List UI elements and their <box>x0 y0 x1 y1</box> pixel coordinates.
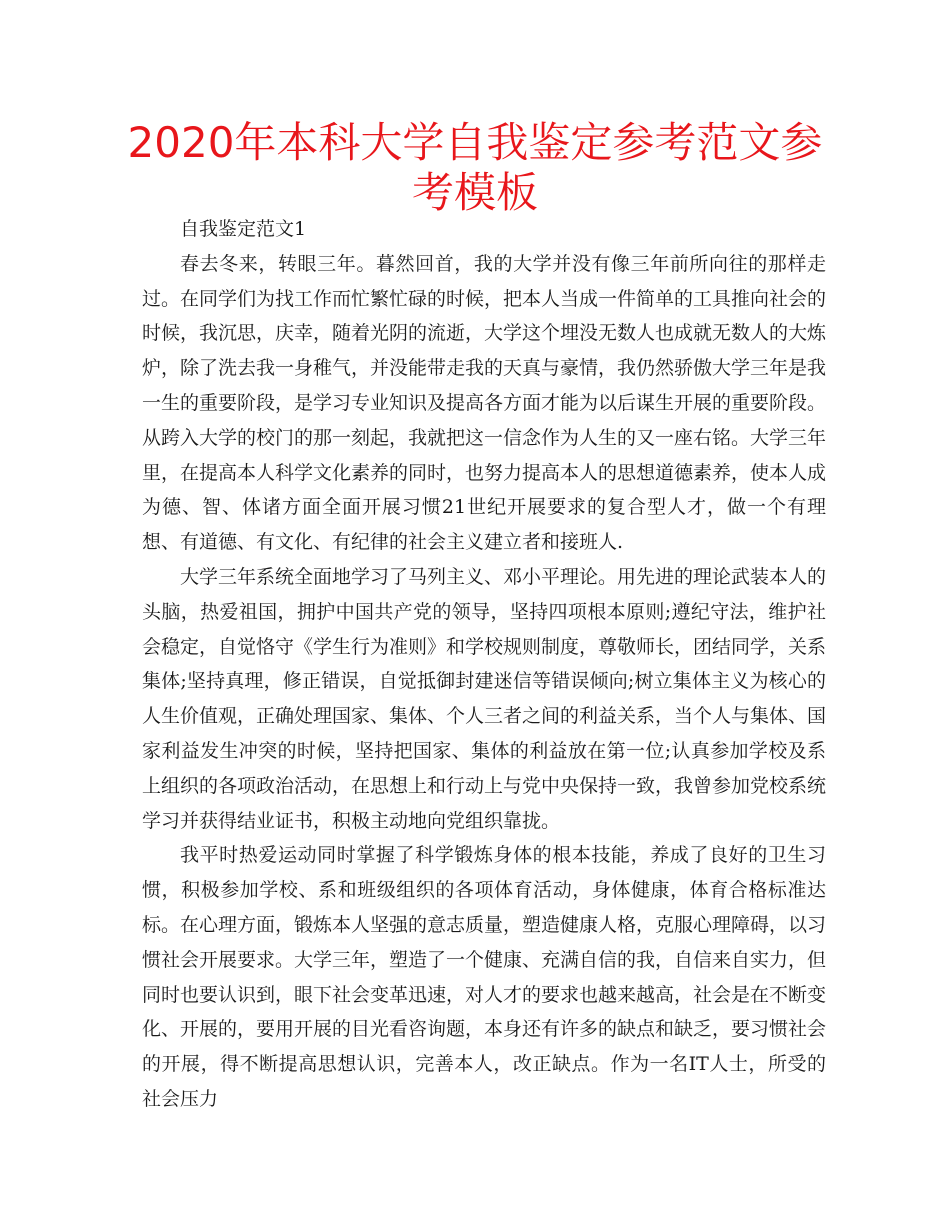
document-body <box>142 212 826 1117</box>
paragraph-1: 春去冬来，转眼三年。暮然回首，我的大学并没有像三年前所向往的那样走过。在同学们为找工作而忙繁忙碌的时候，把本人当成一件简单的工具推向社会的时候，我沉思，庆幸，随着光阴的流逝，大学这个埋没无数人也成就无数人的大炼炉，除了洗去我一身稚气，并没能带走我的天真与豪情，我仍然骄傲大学三年是我一生的重要阶段，是学习专业知识及提高各方面才能为以后谋生开展的重要阶段。从跨入大学的校门的那一刻起，我就把这一信念作为人生的又一座右铭。大学三年里，在提高本人科学文化素养的同时，也努力提高本人的思想道德素养，使本人成为德、智、体诸方面全面开展习惯21世纪开展要求的复合型人才，做一个有理想、有道德、有文化、有纪律的社会主义建立者和接班人. <box>142 252 827 554</box>
paragraph-3: 我平时热爱运动同时掌握了科学锻炼身体的根本技能，养成了良好的卫生习惯，积极参加学校、系和班级组织的各项体育活动，身体健康，体育合格标准达标。在心理方面，锻炼本人坚强的意志质量，塑造健康人格，克服心理障碍，以习惯社会开展要求。大学三年，塑造了一个健康、充满自信的我，自信来自实力，但同时也要认识到，眼下社会变革迅速，对人才的要求也越来越高，社会是在不断变化、开展的，要用开展的目光看咨询题，本身还有许多的缺点和缺乏，要习惯社会的开展，得不断提高思想认识，完善本人，改正缺点。作为一名IT人士，所受的社会压力 <box>142 844 827 1110</box>
document-title: 2020年本科大学自我鉴定参考范文参考模板 <box>127 118 823 217</box>
paragraph-2: 大学三年系统全面地学习了马列主义、邓小平理论。用先进的理论武装本人的头脑，热爱祖国，拥护中国共产党的领导，坚持四项根本原则;遵纪守法，维护社会稳定，自觉恪守《学生行为准则》和学校规则制度，尊敬师长，团结同学，关系集体;坚持真理，修正错误，自觉抵御封建迷信等错误倾向;树立集体主义为核心的人生价值观，正确处理国家、集体、个人三者之间的利益关系，当个人与集体、国家利益发生冲突的时候，坚持把国家、集体的利益放在第一位;认真参加学校及系上组织的各项政治活动，在思想上和行动上与党中央保持一致，我曾参加党校系统学习并获得结业证书，积极主动地向党组织靠拢。 <box>142 565 827 832</box>
section-heading: 自我鉴定范文1 <box>180 218 307 240</box>
